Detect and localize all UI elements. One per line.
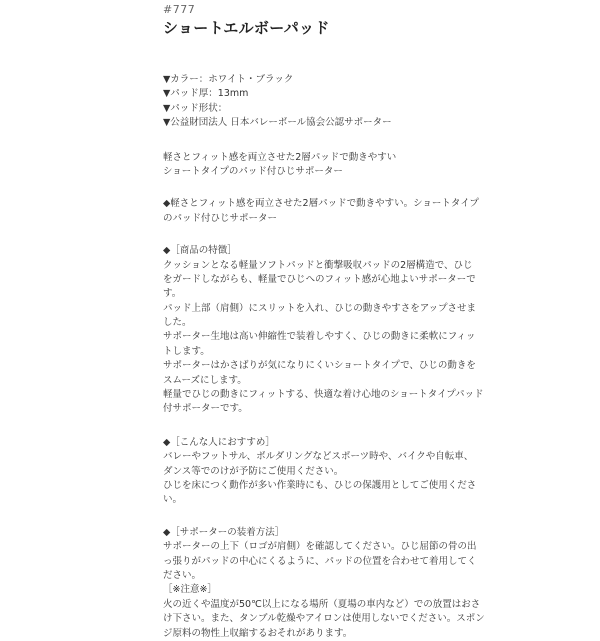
care-line: ジ原料の物性上収縮するおそれがあります。	[163, 627, 353, 639]
care-heading: ◆［サポーターの装着方法］	[163, 526, 285, 538]
recommend-line: バレーやフットサル、ボルダリングなどスポーツ時や、バイクや自転車、	[163, 451, 474, 463]
care-section	[163, 526, 593, 641]
product-description	[163, 0, 593, 641]
spec-pad-shape: ▼パッド形状：	[163, 102, 228, 114]
features-line: 軽量でひじの動きにフィットする、快適な着け心地のショートタイプパッド	[163, 389, 484, 401]
care-line: 火の近くや温度が50℃以上になる場所（夏場の車内など）での放置はおさ	[163, 598, 481, 610]
care-line: っ張りがパッドの中心にくるように、パッドの位置を合わせて着用してく	[163, 555, 477, 567]
lead-line: ◆軽さとフィット感を両立させた2層パッドで動きやすい。ショートタイプ	[163, 198, 479, 210]
product-title: ショートエルボーパッド	[163, 19, 330, 37]
lead-text	[163, 197, 593, 226]
care-note-heading: ［※注意※］	[163, 584, 217, 596]
features-line: サポーター生地は高い伸縮性で装着しやすく、ひじの動きに柔軟にフィッ	[163, 331, 476, 343]
spec-pad-thickness: ▼パッド厚：13mm	[163, 88, 249, 100]
recommend-line: ひじを床につく動作が多い作業時にも、ひじの保護用としてご使用くださ	[163, 479, 477, 491]
recommend-heading: ◆［こんな人におすすめ］	[163, 436, 275, 448]
product-code: #777	[163, 3, 196, 16]
care-line: け下さい。また、タンブル乾燥やアイロンは使用しないでください。スポン	[163, 613, 485, 625]
lead-line: のパッド付ひじサポーター	[163, 212, 278, 224]
features-section	[163, 244, 593, 417]
recommend-line: ダンス等でのけが予防にご使用ください。	[163, 465, 344, 477]
spec-list	[163, 73, 593, 131]
features-line: サポーターはかさばりが気になりにくいショートタイプで、ひじの動きを	[163, 360, 476, 372]
intro-line: ショートタイプのパッド付ひじサポーター	[163, 165, 343, 177]
features-line: クッションとなる軽量ソフトパッドと衝撃吸収パッドの2層構造で、ひじ	[163, 259, 473, 271]
features-line: トします。	[163, 345, 210, 357]
recommend-section	[163, 436, 593, 508]
intro-line: 軽さとフィット感を両立させた2層パッドで動きやすい	[163, 151, 397, 163]
features-line: 付サポーターです。	[163, 403, 248, 415]
features-heading: ◆［商品の特徴］	[163, 245, 237, 257]
spec-color: ▼カラー：ホワイト・ブラック	[163, 74, 294, 85]
features-line: す。	[163, 288, 182, 300]
care-line: サポーターの上下（ロゴが肩側）を確認してください。ひじ屈節の骨の出	[163, 541, 477, 553]
care-line: ださい。	[163, 569, 202, 581]
spec-certification: ▼公益財団法人 日本バレーボール協会公認サポーター	[163, 117, 392, 129]
features-line: をガードしながらも、軽量でひじへのフィット感が心地よいサポーターで	[163, 273, 476, 285]
features-line: パッド上部（肩側）にスリットを入れ、ひじの動きやすさをアップさせま	[163, 302, 477, 314]
intro-text	[163, 151, 593, 180]
features-line: した。	[163, 317, 192, 329]
recommend-line: い。	[163, 494, 183, 506]
features-line: スムーズにします。	[163, 374, 247, 386]
